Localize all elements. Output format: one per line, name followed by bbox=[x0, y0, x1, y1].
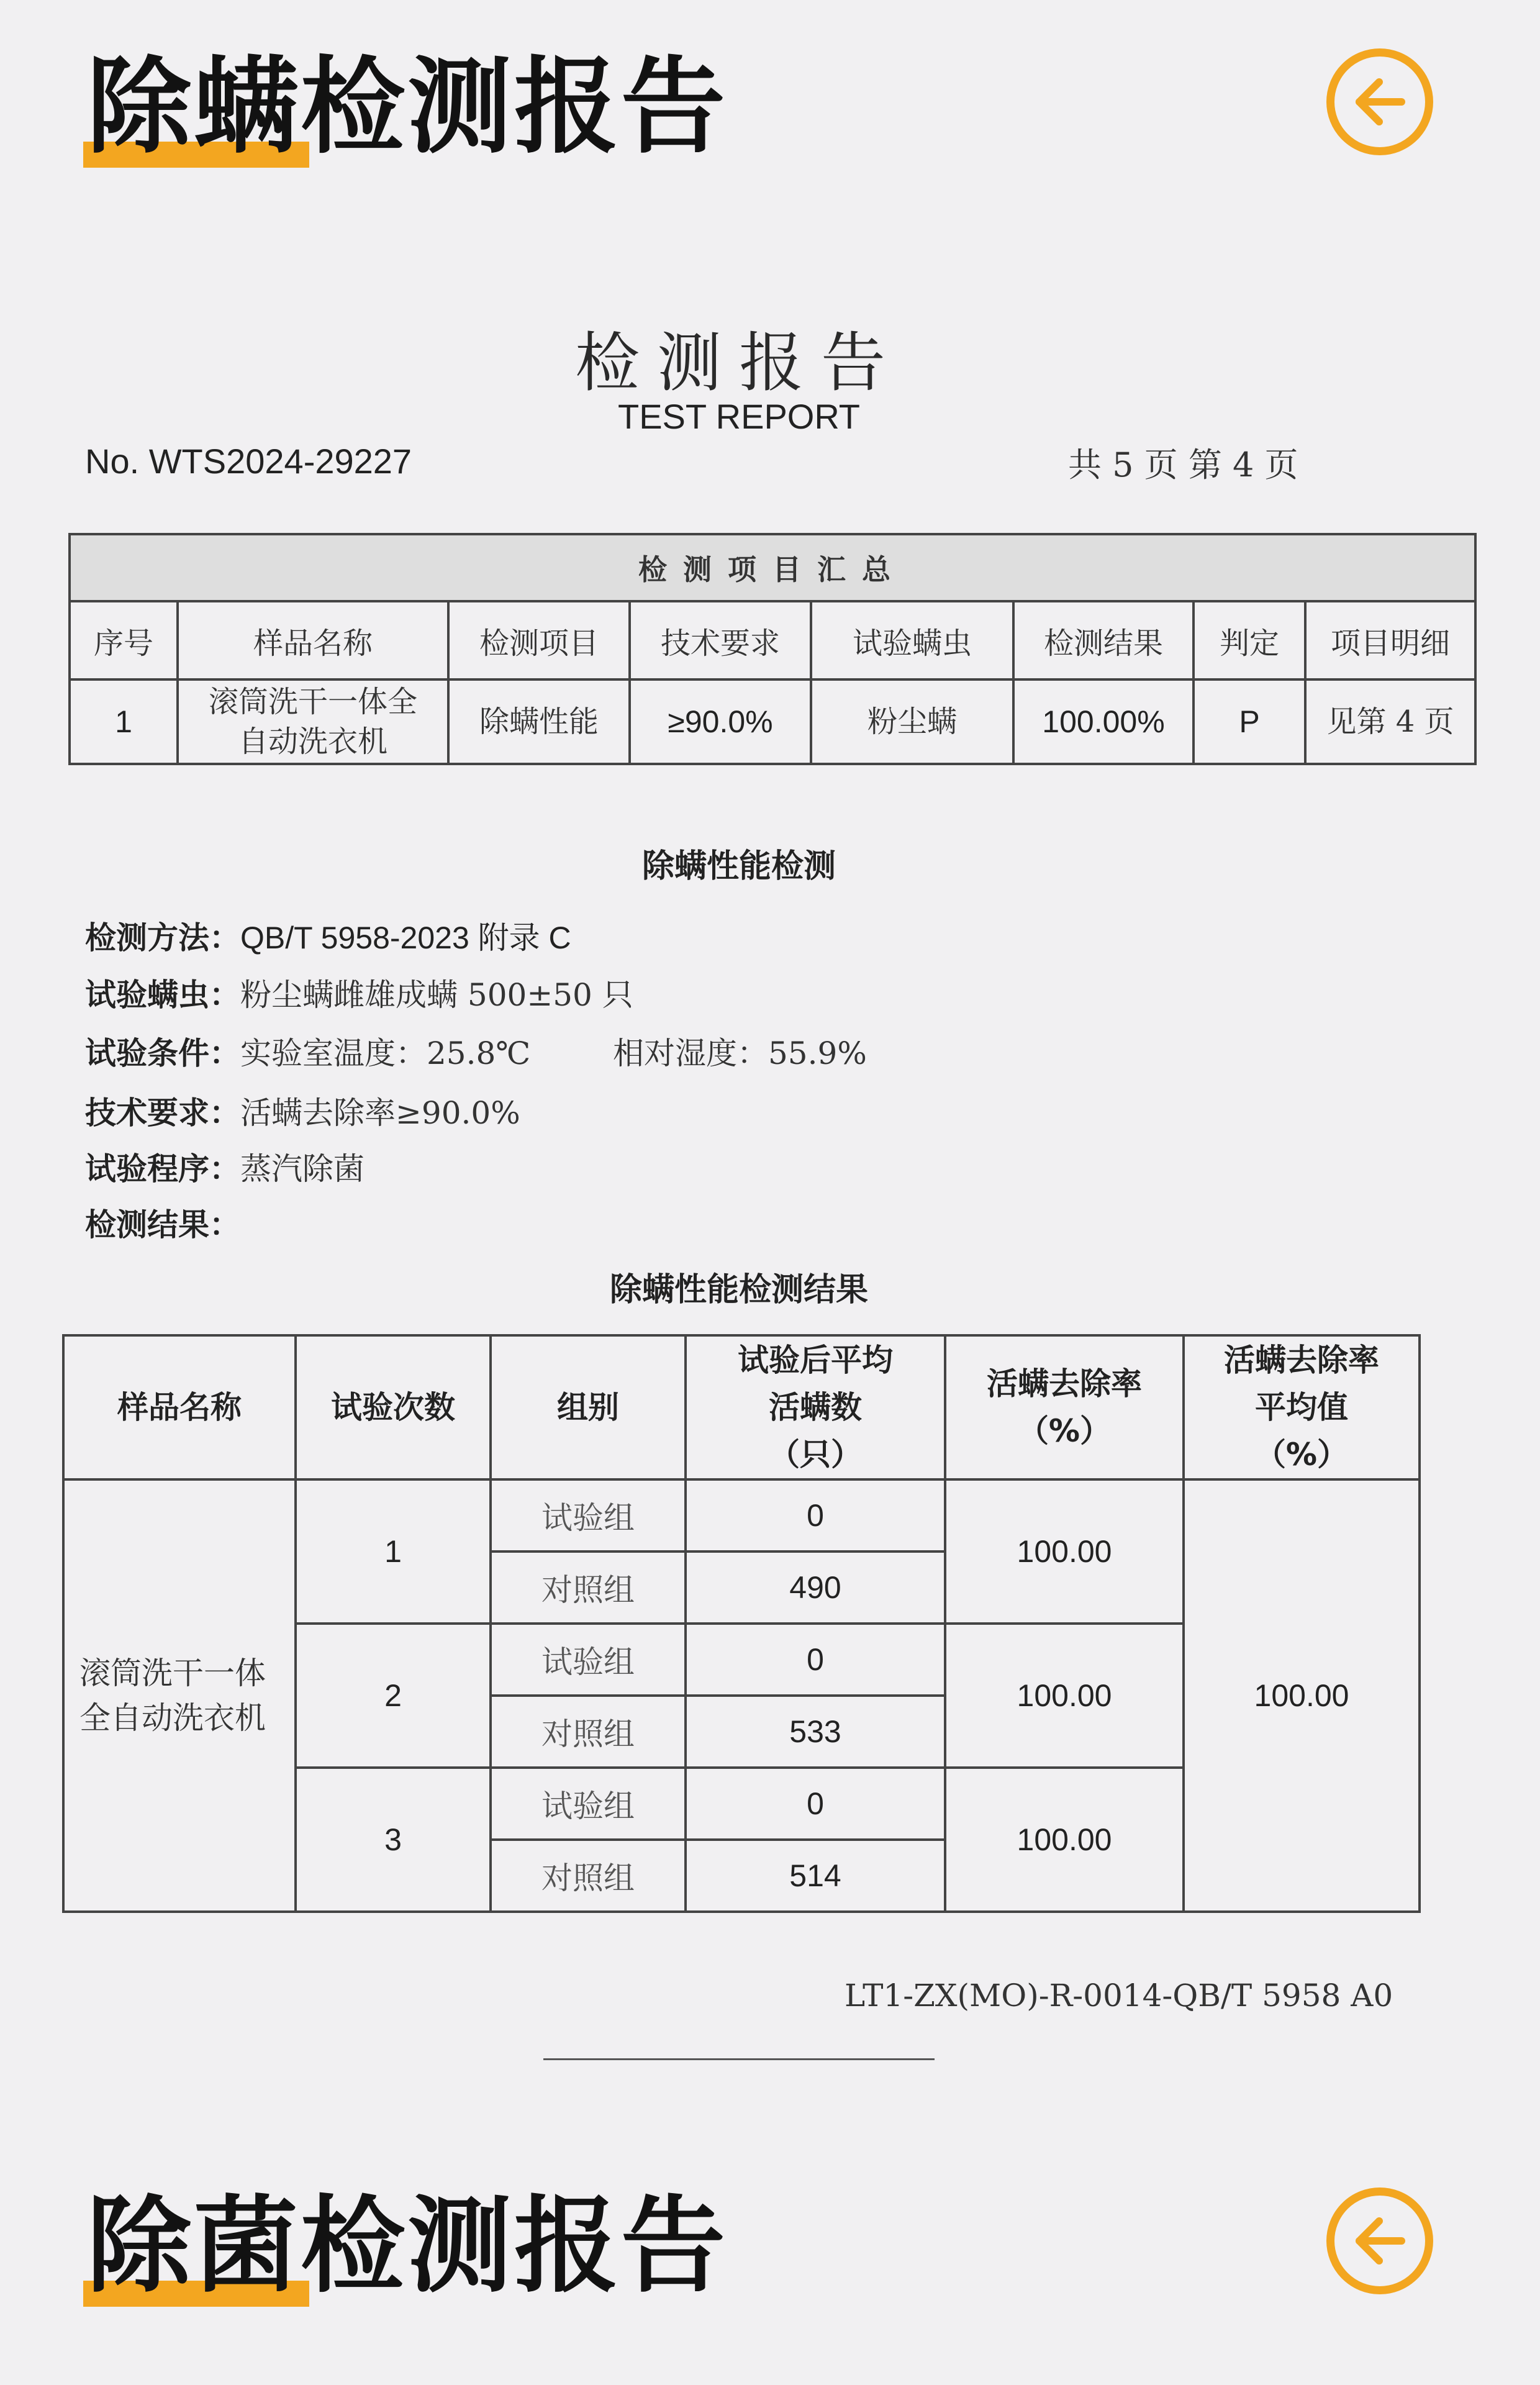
column-header: 技术要求 bbox=[630, 601, 811, 679]
info-conditions bbox=[85, 1029, 867, 1073]
arrow-left-circle-icon[interactable] bbox=[1326, 48, 1433, 155]
cell-group: 试验组 bbox=[491, 1479, 686, 1551]
cell-trial-number: 3 bbox=[296, 1768, 491, 1912]
cell-sample-line: 滚筒洗干一体全 bbox=[208, 684, 417, 719]
header-line: 活螨去除率 bbox=[1224, 1342, 1379, 1378]
header-line: （%） bbox=[1254, 1437, 1349, 1473]
cell-group: 试验组 bbox=[491, 1768, 686, 1840]
cell-sample bbox=[63, 1479, 296, 1912]
column-header: 项目明细 bbox=[1305, 601, 1475, 679]
column-header: 试验螨虫 bbox=[811, 601, 1013, 679]
cell-index: 1 bbox=[70, 679, 178, 764]
cell-trial-number: 2 bbox=[296, 1624, 491, 1768]
info-result bbox=[85, 1200, 240, 1245]
column-header: 检测项目 bbox=[448, 601, 630, 679]
info-temperature: 实验室温度：25.8℃ bbox=[240, 1035, 531, 1071]
cell-detail: 见第 4 页 bbox=[1305, 679, 1475, 764]
cell-avg-mites: 0 bbox=[686, 1624, 945, 1696]
table-row bbox=[70, 679, 1475, 764]
cell-trial-number: 1 bbox=[296, 1479, 491, 1624]
cell-result: 100.00% bbox=[1013, 679, 1194, 764]
info-value: 蒸汽除菌 bbox=[240, 1151, 365, 1187]
document-code: LT1-ZX(MO)-R-0014-QB/T 5958 A0 bbox=[845, 1978, 1393, 2014]
cell-mite: 粉尘螨 bbox=[811, 679, 1013, 764]
info-requirement bbox=[85, 1088, 520, 1133]
cell-avg-mites: 490 bbox=[686, 1551, 945, 1624]
cell-avg-mites: 0 bbox=[686, 1479, 945, 1551]
column-header: 判定 bbox=[1194, 601, 1305, 679]
cell-group: 对照组 bbox=[491, 1696, 686, 1768]
section-title-bacteria-report: 除菌检测报告 bbox=[87, 2185, 728, 2307]
info-mite bbox=[85, 970, 633, 1015]
cell-item: 除螨性能 bbox=[448, 679, 630, 764]
info-value: QB/T 5958-2023 附录 C bbox=[240, 920, 571, 955]
info-humidity: 相对湿度：55.9% bbox=[613, 1035, 867, 1071]
cell-removal-rate: 100.00 bbox=[945, 1624, 1184, 1768]
cell-average-rate: 100.00 bbox=[1184, 1479, 1420, 1912]
header-line: （只） bbox=[769, 1437, 862, 1473]
cell-sample-line: 全自动洗衣机 bbox=[79, 1700, 266, 1736]
info-label: 试验螨虫： bbox=[85, 977, 240, 1013]
column-header: 样品名称 bbox=[63, 1335, 296, 1479]
column-header: 检测结果 bbox=[1013, 601, 1194, 679]
cell-sample-line: 自动洗衣机 bbox=[238, 724, 387, 759]
header-line: （%） bbox=[1017, 1413, 1112, 1449]
cell-avg-mites: 514 bbox=[686, 1840, 945, 1912]
cell-removal-rate: 100.00 bbox=[945, 1768, 1184, 1912]
info-value: 活螨去除率≥90.0% bbox=[240, 1095, 520, 1131]
header-line: 试验后平均 bbox=[738, 1342, 893, 1378]
arrow-left-circle-icon[interactable] bbox=[1326, 2187, 1433, 2294]
column-header: 组别 bbox=[491, 1335, 686, 1479]
report-title-cn: 检测报告 bbox=[574, 325, 903, 401]
info-method bbox=[85, 913, 571, 958]
cell-avg-mites: 533 bbox=[686, 1696, 945, 1768]
column-header bbox=[945, 1335, 1184, 1479]
result-table bbox=[62, 1334, 1421, 1913]
summary-header-row bbox=[70, 601, 1475, 679]
info-value: 粉尘螨雌雄成螨 500±50 只 bbox=[240, 977, 633, 1013]
cell-sample bbox=[178, 679, 448, 764]
cell-sample-line: 滚筒洗干一体 bbox=[79, 1655, 266, 1691]
header-line: 平均值 bbox=[1255, 1389, 1348, 1425]
column-header: 序号 bbox=[70, 601, 178, 679]
info-label: 检测结果： bbox=[85, 1207, 240, 1243]
column-header bbox=[1184, 1335, 1420, 1479]
cell-requirement: ≥90.0% bbox=[630, 679, 811, 764]
header-line: 活螨去除率 bbox=[987, 1366, 1142, 1402]
cell-group: 对照组 bbox=[491, 1840, 686, 1912]
table-row bbox=[63, 1479, 1420, 1551]
result-header-row bbox=[63, 1335, 1420, 1479]
page-indicator: 共 5 页 第 4 页 bbox=[1068, 445, 1298, 484]
cell-group: 试验组 bbox=[491, 1624, 686, 1696]
test-section-title: 除螨性能检测 bbox=[641, 848, 836, 885]
result-table-title: 除螨性能检测结果 bbox=[609, 1271, 868, 1309]
info-label: 技术要求： bbox=[85, 1095, 240, 1131]
summary-heading: 检测项目汇总 bbox=[70, 534, 1475, 601]
info-label: 试验条件： bbox=[85, 1035, 240, 1071]
summary-table bbox=[68, 533, 1477, 765]
column-header bbox=[686, 1335, 945, 1479]
header-line: 活螨数 bbox=[769, 1389, 862, 1425]
report-number: No. WTS2024-29227 bbox=[85, 442, 412, 481]
cell-judgement: P bbox=[1194, 679, 1305, 764]
column-header: 试验次数 bbox=[296, 1335, 491, 1479]
cell-avg-mites: 0 bbox=[686, 1768, 945, 1840]
column-header: 样品名称 bbox=[178, 601, 448, 679]
info-label: 试验程序： bbox=[85, 1151, 240, 1187]
info-procedure bbox=[85, 1144, 365, 1189]
info-label: 检测方法： bbox=[85, 920, 240, 956]
report-title-en: TEST REPORT bbox=[617, 397, 860, 436]
cell-group: 对照组 bbox=[491, 1551, 686, 1624]
section-title-mite-report: 除螨检测报告 bbox=[87, 46, 728, 168]
footer-divider bbox=[543, 2058, 935, 2060]
cell-removal-rate: 100.00 bbox=[945, 1479, 1184, 1624]
